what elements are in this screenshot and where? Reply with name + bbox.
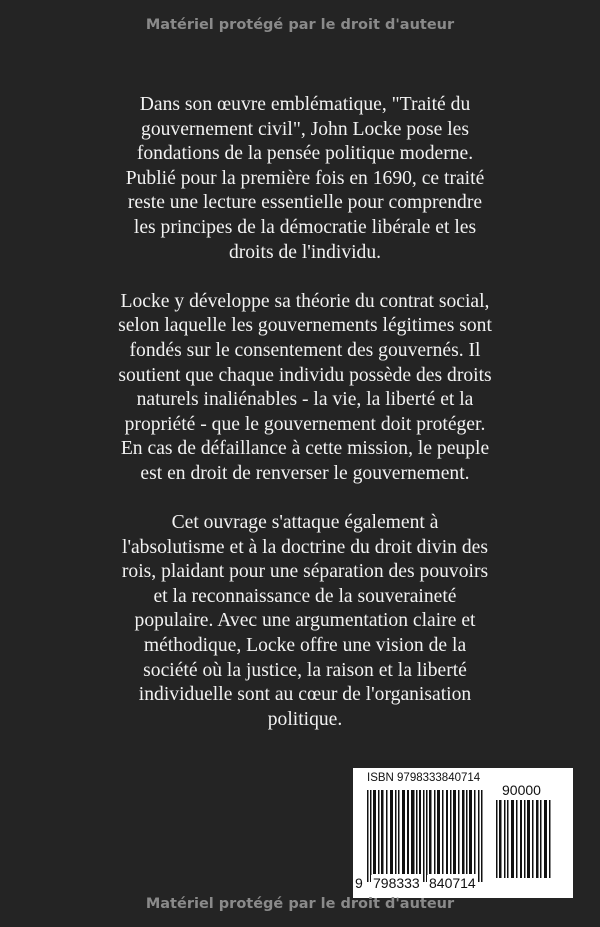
addon-barcode-icon bbox=[496, 800, 553, 878]
barcode-digits-right: 840714 bbox=[429, 875, 476, 891]
paragraph-absolutism: Cet ouvrage s'attaque également à l'absolutisme et à la doctrine du droit divin des rois, plaidant pour une séparation des pouvoirs et la reconnaissance de la souveraineté populaire. Avec une argumentation claire et méthodique, Locke offre une vision de la société où la justice, la raison et la liberté individuelle sont au cœur de l'organisation politique. bbox=[121, 512, 489, 730]
paragraph-intro: Dans son œuvre emblématique, "Traité du gouvernement civil", John Locke pose les fondations de la pensée politique moderne. Publié pour la première fois en 1690, ce traité reste une lecture essentielle pour comprendre les principes de la démocratie libérale et les droits de l'individu. bbox=[125, 94, 485, 263]
barcode-digits-left: 798333 bbox=[373, 875, 420, 891]
price-code: 90000 bbox=[502, 782, 541, 798]
paragraph-social-contract: Locke y développe sa théorie du contrat social, selon laquelle les gouvernements légitimes sont fondés sur le consentement des gouvernés. Il soutient que chaque individu possède des droits naturels inaliénables - la vie, la liberté et la propriété - que le gouvernement doit protéger. En cas de défaillance à cette mission, le peuple est en droit de renverser le gouvernement. bbox=[118, 290, 492, 484]
isbn-label: ISBN 9798333840714 bbox=[367, 772, 481, 784]
copyright-watermark-bottom: Matériel protégé par le droit d'auteur bbox=[145, 896, 455, 912]
isbn-barcode bbox=[353, 768, 573, 898]
copyright-watermark-top: Matériel protégé par le droit d'auteur bbox=[145, 17, 455, 33]
barcode-bars-icon bbox=[367, 790, 483, 882]
back-cover-description bbox=[118, 93, 492, 757]
barcode-digit-first: 9 bbox=[355, 875, 363, 891]
